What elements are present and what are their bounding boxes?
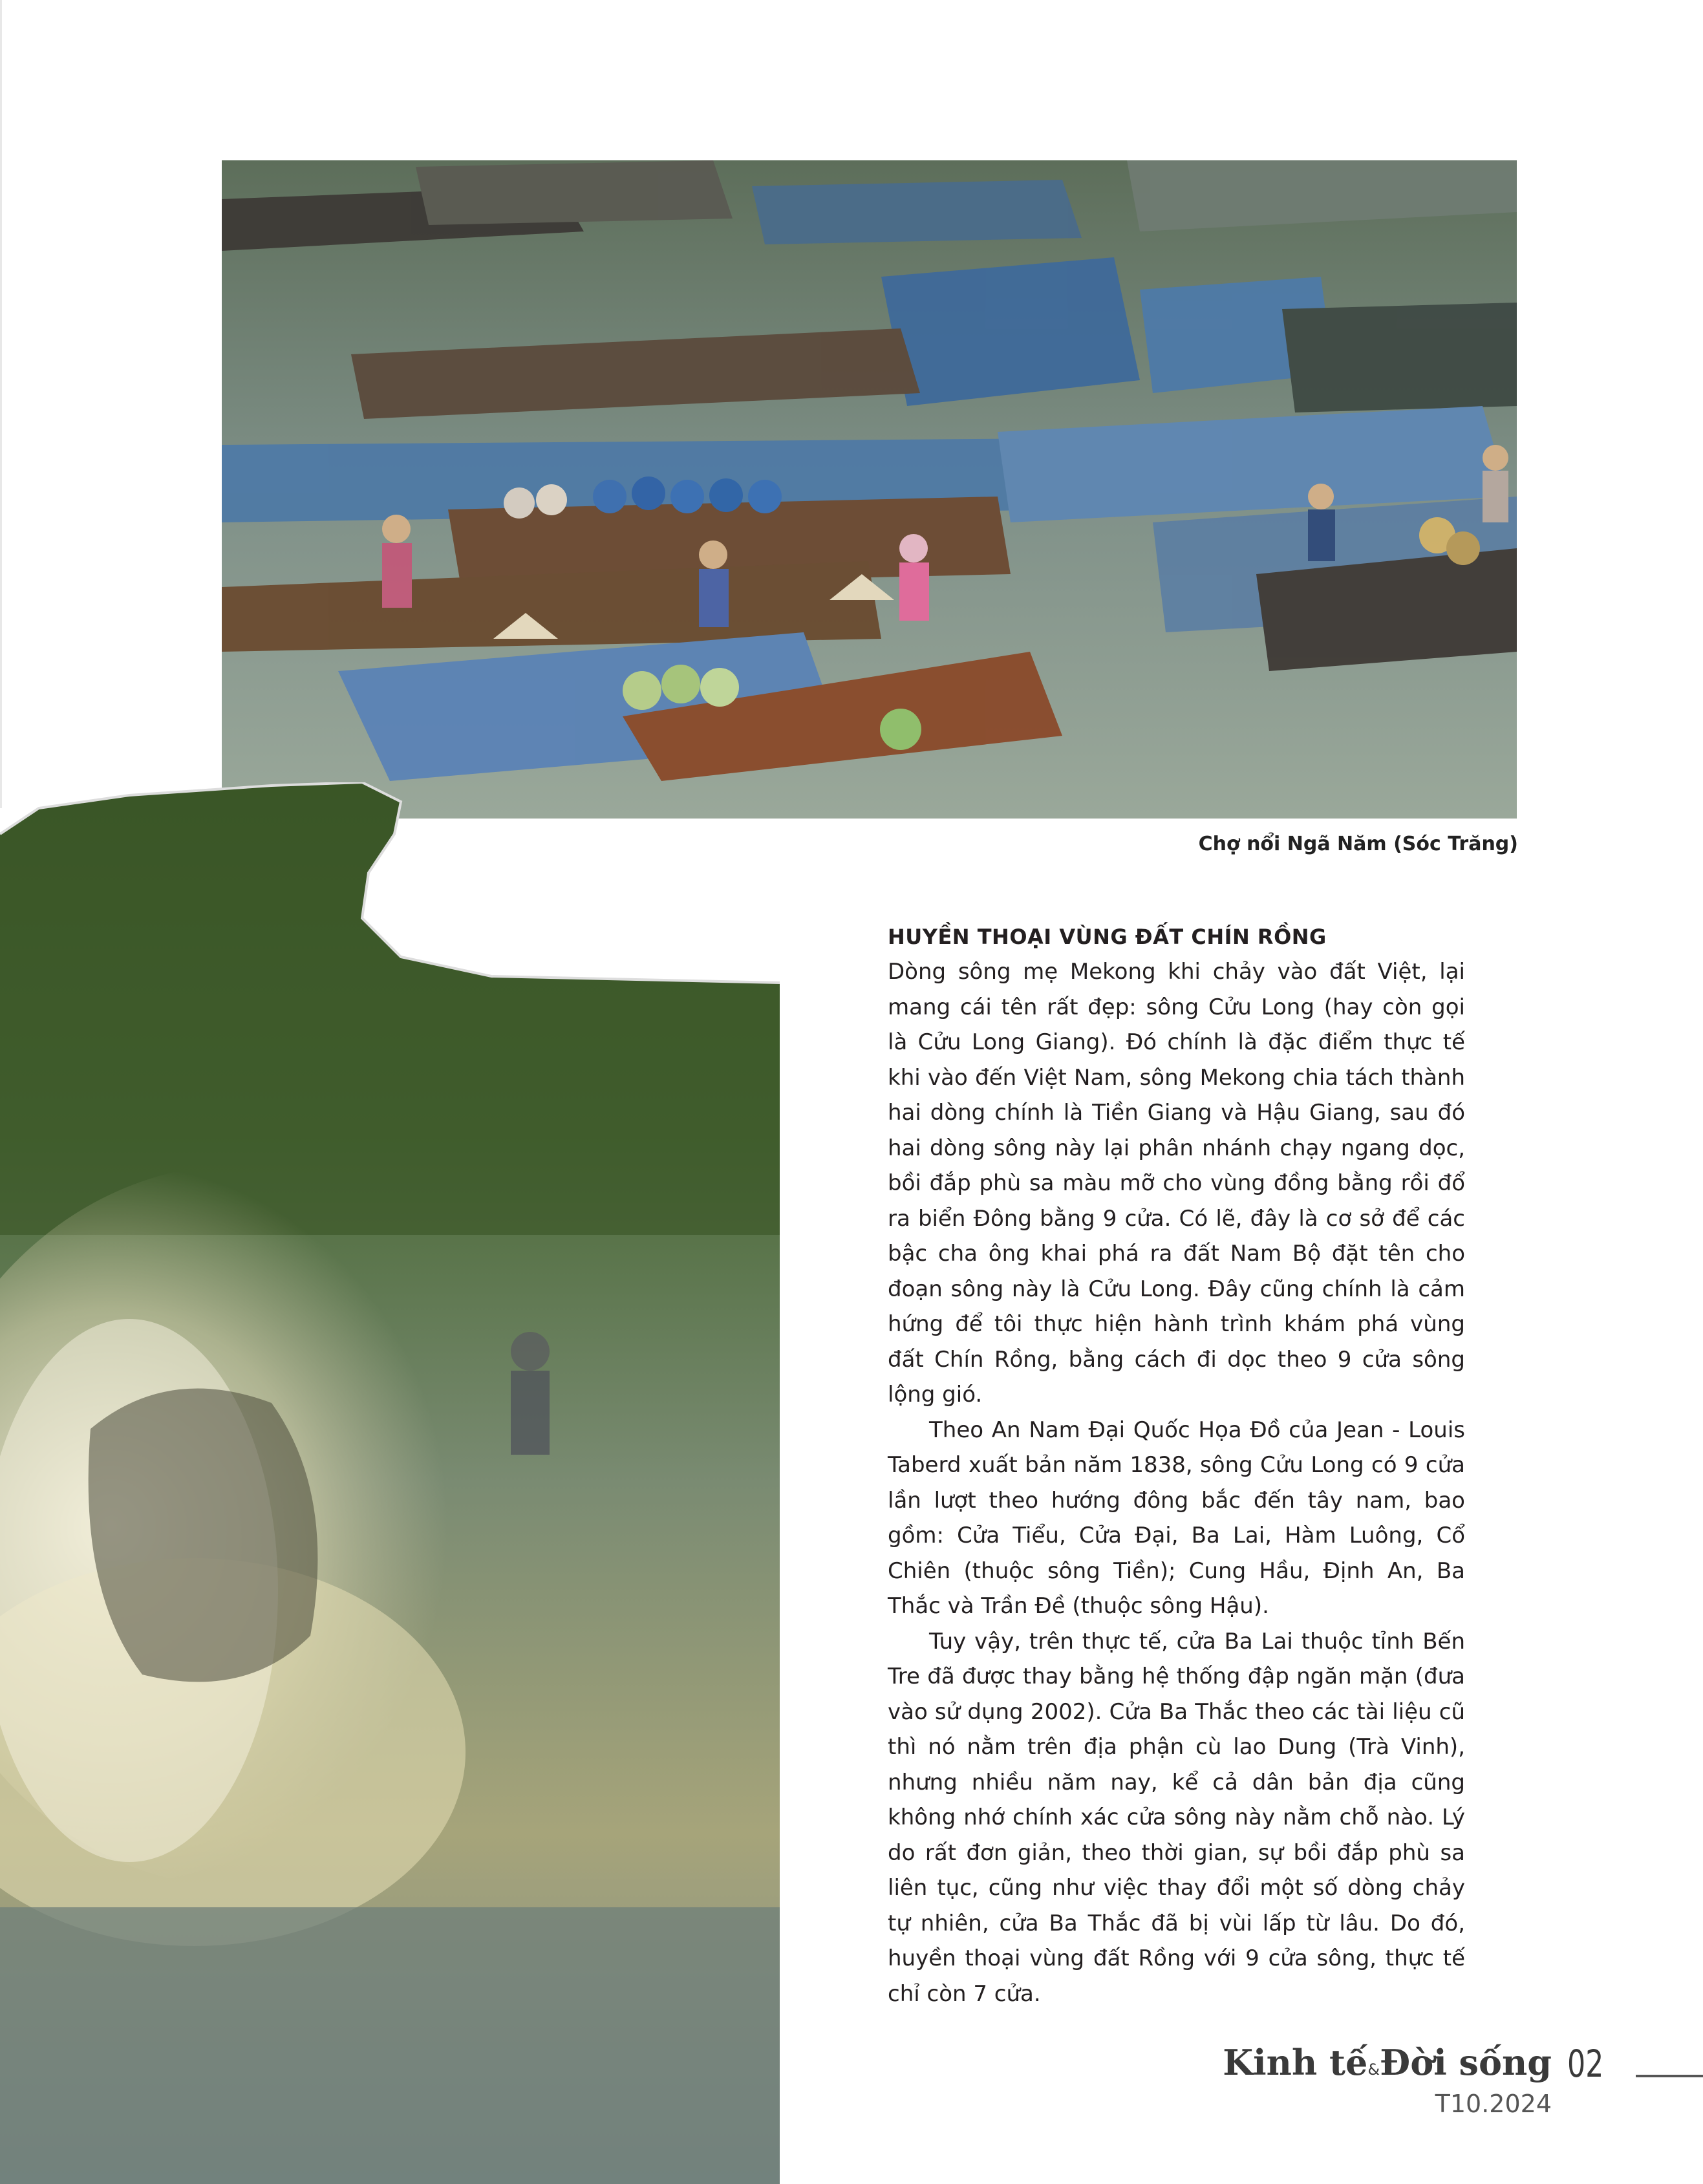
article-paragraph: Theo An Nam Đại Quốc Họa Đồ của Jean - Louis Taberd xuất bản năm 1838, sông Cửu Long có 9 cửa lần lượt theo hướng đông bắc đến tây nam, bao gồm: Cửa Tiểu, Cửa Đại, Ba Lai, Hàm Luông, Cổ Chiên (thuộc sông Tiền); Cung Hầu, Định An, Ba Thắc và Trần Đề (thuộc sông Hậu). <box>888 1417 1465 1619</box>
photo-caption: Chợ nổi Ngã Năm (Sóc Trăng) <box>1198 833 1518 855</box>
article-heading: HUYỀN THOẠI VÙNG ĐẤT CHÍN RỒNG <box>888 925 1327 949</box>
brand-part2: Đời sống <box>1380 2042 1552 2083</box>
brand-amp: & <box>1367 2061 1380 2079</box>
article-paragraph: Tuy vậy, trên thực tế, cửa Ba Lai thuộc tỉnh Bến Tre đã được thay bằng hệ thống đập ngăn mặn (đưa vào sử dụng 2002). Cửa Ba Thắc theo các tài liệu cũ thì nó nằm trên địa phận cù lao Dung (Trà Vinh), nhưng nhiều năm nay, kể cả dân bản địa cũng không nhớ chính xác cửa sông này nằm chỗ nào. Lý do rất đơn giản, theo thời gian, sự bồi đắp phù sa liên tục, cũng như việc thay đổi một số dòng chảy tự nhiên, cửa Ba Thắc đã bị vùi lấp từ lâu. Do đó, huyền thoại vùng đất Rồng với 9 cửa sông, thực tế chỉ còn 7 cửa. <box>888 1628 1465 2007</box>
magazine-logo <box>1223 2042 1552 2083</box>
footer-rule <box>1636 2075 1703 2077</box>
article-body <box>888 919 1465 2011</box>
page-number: 02 <box>1567 2042 1603 2086</box>
magazine-footer <box>1223 2042 1636 2118</box>
floating-market-photo <box>222 160 1517 819</box>
floating-market-illustration <box>222 160 1517 819</box>
water-splash-illustration <box>0 782 780 2184</box>
page-edge-line <box>0 0 2 808</box>
brand-part1: Kinh tế <box>1223 2042 1368 2083</box>
water-splash-photo <box>0 782 780 2184</box>
issue-date: T10.2024 <box>1435 2090 1552 2118</box>
article-paragraph: Dòng sông mẹ Mekong khi chảy vào đất Việt, lại mang cái tên rất đẹp: sông Cửu Long (hay còn gọi là Cửu Long Giang). Đó chính là đặc điểm thực tế khi vào đến Việt Nam, sông Mekong chia tách thành hai dòng chính là Tiền Giang và Hậu Giang, sau đó hai dòng sông này lại phân nhánh chạy ngang dọc, bồi đắp phù sa màu mỡ cho vùng đồng bằng rồi đổ ra biển Đông bằng 9 cửa. Có lẽ, đây là cơ sở để các bậc cha ông khai phá ra đất Nam Bộ đặt tên cho đoạn sông này là Cửu Long. Đây cũng chính là cảm hứng để tôi thực hiện hành trình khám phá vùng đất Chín Rồng, bằng cách đi dọc theo 9 cửa sông lộng gió. <box>888 959 1465 1408</box>
